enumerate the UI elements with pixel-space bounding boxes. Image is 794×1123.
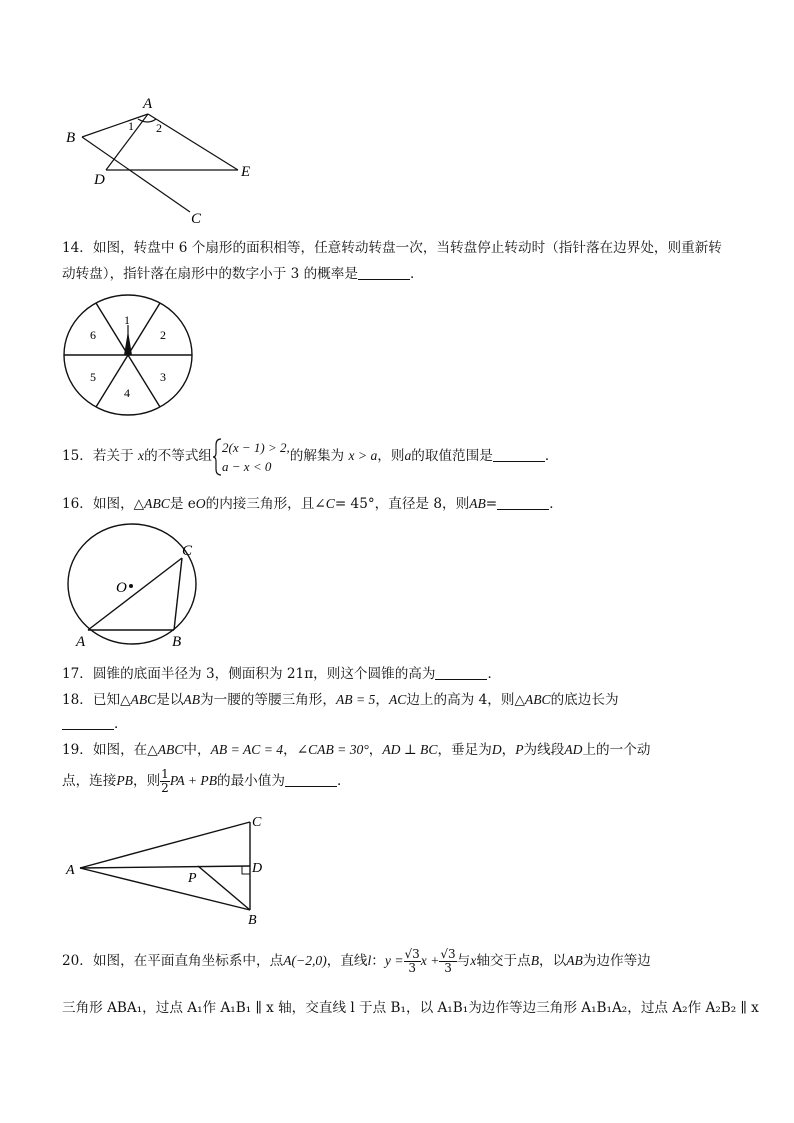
- q16-abc: ABC: [144, 496, 170, 511]
- q18-abc-2: ABC: [524, 692, 551, 707]
- q16-text-d: = 45°，直径是 8，则: [334, 496, 470, 512]
- sector-label-6: 6: [90, 328, 96, 342]
- fraction-numerator: 1: [161, 767, 169, 781]
- q15-after: 的解集为: [289, 448, 345, 464]
- q20-y: y =: [384, 953, 404, 968]
- q15-mid: 的不等式组: [144, 448, 213, 464]
- q20-l: l: [367, 953, 372, 968]
- q19-text-h: 上的一个动: [582, 742, 651, 758]
- q14-line1: 14．如图，转盘中 6 个扇形的面积相等，任意转动转盘一次，当转盘停止转动时（指针落在边界处，则重新转: [62, 240, 722, 256]
- q15-var-a: a: [404, 448, 412, 463]
- brace-icon: [212, 437, 222, 477]
- q18-ab: AB: [183, 692, 201, 707]
- segment-cb: [174, 558, 182, 630]
- label-d: D: [94, 172, 105, 188]
- q19-eq1: AB = AC = 4: [210, 742, 284, 757]
- q20-xplus: x +: [420, 953, 440, 968]
- q19-text-2c: 的最小值为: [217, 773, 285, 789]
- q18-text-b: 是以: [156, 692, 184, 708]
- q20-text-d: 与: [456, 953, 471, 969]
- answer-blank-q17: [435, 665, 487, 680]
- q16-text-a: 16．如图，△: [62, 496, 145, 512]
- answer-blank-q18: [62, 715, 114, 730]
- q19-line1: [62, 738, 734, 762]
- q20-point-a: A(−2,0): [283, 953, 327, 968]
- label-b: B: [172, 634, 182, 650]
- sector-label-1: 1: [124, 313, 130, 327]
- q16-text-b: 是 e: [169, 496, 196, 512]
- segment-ad: [106, 114, 148, 170]
- label-a: A: [76, 634, 86, 650]
- q14-line2: [62, 262, 734, 286]
- q20-text-f: ，以: [539, 953, 567, 969]
- fraction-numerator: √3: [404, 947, 420, 961]
- fraction-one-half: [160, 768, 170, 795]
- label-e: E: [241, 164, 251, 180]
- fraction-denominator: 3: [408, 961, 416, 975]
- segment-ba: [82, 114, 148, 137]
- q19-line2: [62, 766, 734, 796]
- label-a: A: [66, 863, 75, 878]
- q16-text-c: 的内接三角形，且∠: [205, 496, 326, 512]
- q16-end: ．: [549, 496, 563, 512]
- q19-d: D: [491, 742, 502, 757]
- q14-text: 动转盘），指针落在扇形中的数字小于 3 的概率是: [62, 266, 358, 282]
- label-b: B: [248, 913, 257, 926]
- answer-blank-q19: [285, 772, 337, 787]
- q19-p: P: [515, 742, 524, 757]
- q19-expr: PA + PB: [169, 773, 217, 788]
- q16-line: [62, 492, 734, 516]
- q19-text-d: ，: [368, 742, 383, 758]
- q20-text-c: ：: [371, 953, 385, 969]
- sector-label-4: 4: [124, 386, 130, 400]
- q15-line: [62, 436, 734, 480]
- circle-o: [68, 524, 196, 644]
- q20-line2: 三角形 ABA₁，过点 A₁作 A₁B₁ ∥ x 轴，交直线 l 于点 B₁，以 A₁B₁为边作等边三角形 A₁B₁A₂，过点 A₂作 A₂B₂ ∥ x: [62, 1000, 759, 1016]
- label-c: C: [182, 543, 193, 559]
- pointer-icon: [124, 331, 132, 355]
- angle-arc: [138, 119, 156, 122]
- q20-text-g: 为边作等边: [582, 953, 651, 969]
- q16-c: C: [325, 496, 335, 511]
- q19-text-c: ，: [283, 742, 297, 758]
- q19-text-f: ，: [501, 742, 516, 758]
- figure-q13: [58, 92, 268, 227]
- figure-triangle-q19: [62, 808, 282, 926]
- q19-eq3: AD ⊥ BC: [382, 742, 438, 757]
- q18-text-a: 18．已知△: [62, 692, 131, 708]
- segment-ac: [80, 822, 250, 868]
- center-dot: [129, 584, 133, 588]
- segment-ac: [88, 558, 182, 630]
- q18-text-c: 为一腰的等腰三角形，: [200, 692, 336, 708]
- q18-line1: [62, 688, 734, 712]
- right-angle-mark: [242, 866, 250, 874]
- figure-circle: [62, 518, 212, 654]
- fraction-denominator: 3: [444, 961, 452, 975]
- fraction-numerator: √3: [440, 947, 456, 961]
- q19-text-g: 为线段: [523, 742, 565, 758]
- fraction-sqrt3-over-3-b: [439, 948, 456, 975]
- label-d: D: [252, 861, 263, 876]
- sector-label-3: 3: [160, 370, 166, 384]
- q16-text-e: =: [485, 496, 498, 512]
- q15-condition: x > a: [348, 448, 378, 463]
- q19-text-2a: 点，连接: [62, 773, 117, 789]
- q19-text-2b: ，则: [132, 773, 161, 789]
- q18-text-e: 边上的高为 4，则△: [406, 692, 525, 708]
- q19-text-b: 中，: [183, 742, 211, 758]
- q18-eq: AB = 5: [335, 692, 376, 707]
- q15-tail2: 的取值范围是: [411, 448, 493, 464]
- q20-line1: [62, 944, 734, 982]
- q18-abc: ABC: [130, 692, 157, 707]
- q19-eq2: ∠CAB = 30°: [296, 742, 369, 757]
- q16-ab: AB: [469, 496, 486, 511]
- q20-b: B: [530, 953, 539, 968]
- q20-text-a: 20．如图，在平面直角坐标系中，点: [62, 953, 284, 969]
- q20-ab: AB: [566, 953, 583, 968]
- q19-pb: PB: [116, 773, 133, 788]
- q20-text-b: ，直线: [326, 953, 368, 969]
- label-a: A: [143, 96, 153, 112]
- answer-blank-q16: [497, 495, 549, 510]
- q20-x: x: [470, 953, 477, 968]
- q19-text-e: ，垂足为: [437, 742, 492, 758]
- q15-tail: ，则: [377, 448, 405, 464]
- fraction-sqrt3-over-3: [404, 948, 421, 975]
- q19-text-a: 19．如图，在△: [62, 742, 158, 758]
- q17-line: [62, 662, 734, 686]
- label-c: C: [191, 211, 202, 227]
- q20-text-e: 轴交于点: [476, 953, 531, 969]
- q15-ineq2: a − x < 0: [222, 459, 272, 474]
- answer-blank-q15: [493, 447, 545, 462]
- q15-prefix: 15．若关于: [62, 448, 134, 464]
- q18-line2: [62, 712, 734, 736]
- label-c: C: [252, 815, 262, 830]
- q16-o: O: [195, 496, 206, 511]
- label-o: O: [116, 580, 127, 596]
- q15-end: ．: [544, 448, 559, 464]
- q15-ineq1: 2(x − 1) > 2,: [222, 440, 290, 455]
- q15-var-x: x: [138, 448, 145, 463]
- label-angle-1: 1: [128, 119, 134, 133]
- q17-end: ．: [487, 666, 502, 682]
- sector-label-2: 2: [160, 328, 166, 342]
- q19-abc: ABC: [157, 742, 184, 757]
- q17-text: 17．圆锥的底面半径为 3，侧面积为 21π，则这个圆锥的高为: [62, 666, 436, 682]
- q18-text-d: ，: [375, 692, 389, 708]
- q19-end: ．: [336, 773, 351, 789]
- label-p: P: [188, 871, 197, 886]
- q18-end: ．: [114, 716, 128, 732]
- fraction-denominator: 2: [161, 781, 169, 795]
- segment-ad: [80, 866, 250, 868]
- answer-blank-q14: [358, 265, 410, 280]
- q18-ac: AC: [388, 692, 407, 707]
- label-angle-2: 2: [156, 121, 162, 135]
- label-b: B: [66, 130, 76, 146]
- sector-label-5: 5: [90, 370, 96, 384]
- q14-end: ．: [409, 266, 424, 282]
- q18-text-f: 的底边长为: [550, 692, 619, 708]
- inequality-system: [212, 437, 290, 477]
- figure-spinner: [62, 293, 194, 417]
- q19-ad: AD: [564, 742, 583, 757]
